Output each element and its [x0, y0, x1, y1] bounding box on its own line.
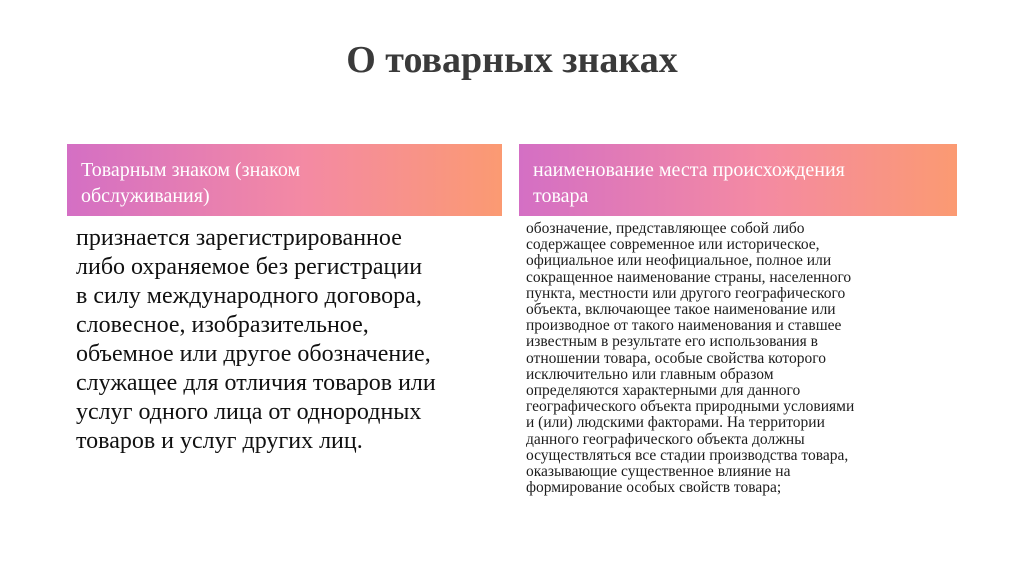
trademark-definition-line: услуг одного лица от однородных [76, 399, 422, 425]
trademark-header-line: Товарным знаком (знаком [81, 159, 301, 181]
trademark-definition [76, 224, 506, 456]
origin-definition-line: данного географического объекта должны [526, 430, 805, 448]
origin-definition-line: содержащее современное или историческое, [526, 236, 820, 254]
origin-definition-line: формирование особых свойств товара; [526, 479, 782, 497]
origin-definition-line: пункта, местности или другого географического [526, 284, 846, 302]
trademark-definition-line: служащее для отличия товаров или [76, 370, 436, 396]
origin-definition-line: отношении товара, особые свойства которого [526, 349, 826, 367]
trademark-header-line: обслуживания) [81, 185, 210, 207]
trademark-definition-line: либо охраняемое без регистрации [76, 254, 423, 280]
origin-definition-line: оказывающие существенное влияние на [526, 463, 791, 481]
origin-definition-line: исключительно или главным образом [526, 365, 774, 383]
origin-header [519, 144, 957, 216]
origin-header-line: товара [533, 185, 589, 207]
trademark-header [67, 144, 502, 216]
origin-definition-line: объекта, включающее такое наименование или [526, 301, 836, 319]
trademark-definition-line: в силу международного договора, [76, 283, 422, 309]
trademark-definition-line: объемное или другое обозначение, [76, 341, 431, 367]
origin-definition-line: определяются характерными для данного [526, 382, 801, 400]
trademark-definition-line: признается зарегистрированное [76, 225, 402, 251]
trademark-definition-line: словесное, изобразительное, [76, 312, 369, 338]
origin-definition-line: и (или) людскими факторами. На территории [526, 414, 825, 432]
origin-definition [526, 221, 946, 496]
origin-definition-line: географического объекта природными условиями [526, 398, 855, 416]
origin-definition-line: производное от такого наименования и ставшее [526, 317, 842, 335]
origin-definition-line: сокращенное наименование страны, населенного [526, 268, 852, 286]
origin-definition-line: осуществляться все стадии производства товара, [526, 446, 849, 464]
origin-definition-line: официальное или неофициальное, полное или [526, 252, 832, 270]
slide-title: О товарных знаках [346, 39, 678, 81]
origin-definition-line: известным в результате его использования в [526, 333, 819, 351]
trademark-definition-line: товаров и услуг других лиц. [76, 428, 363, 454]
origin-definition-line: обозначение, представляющее собой либо [526, 220, 805, 237]
origin-header-line: наименование места происхождения [533, 159, 845, 181]
